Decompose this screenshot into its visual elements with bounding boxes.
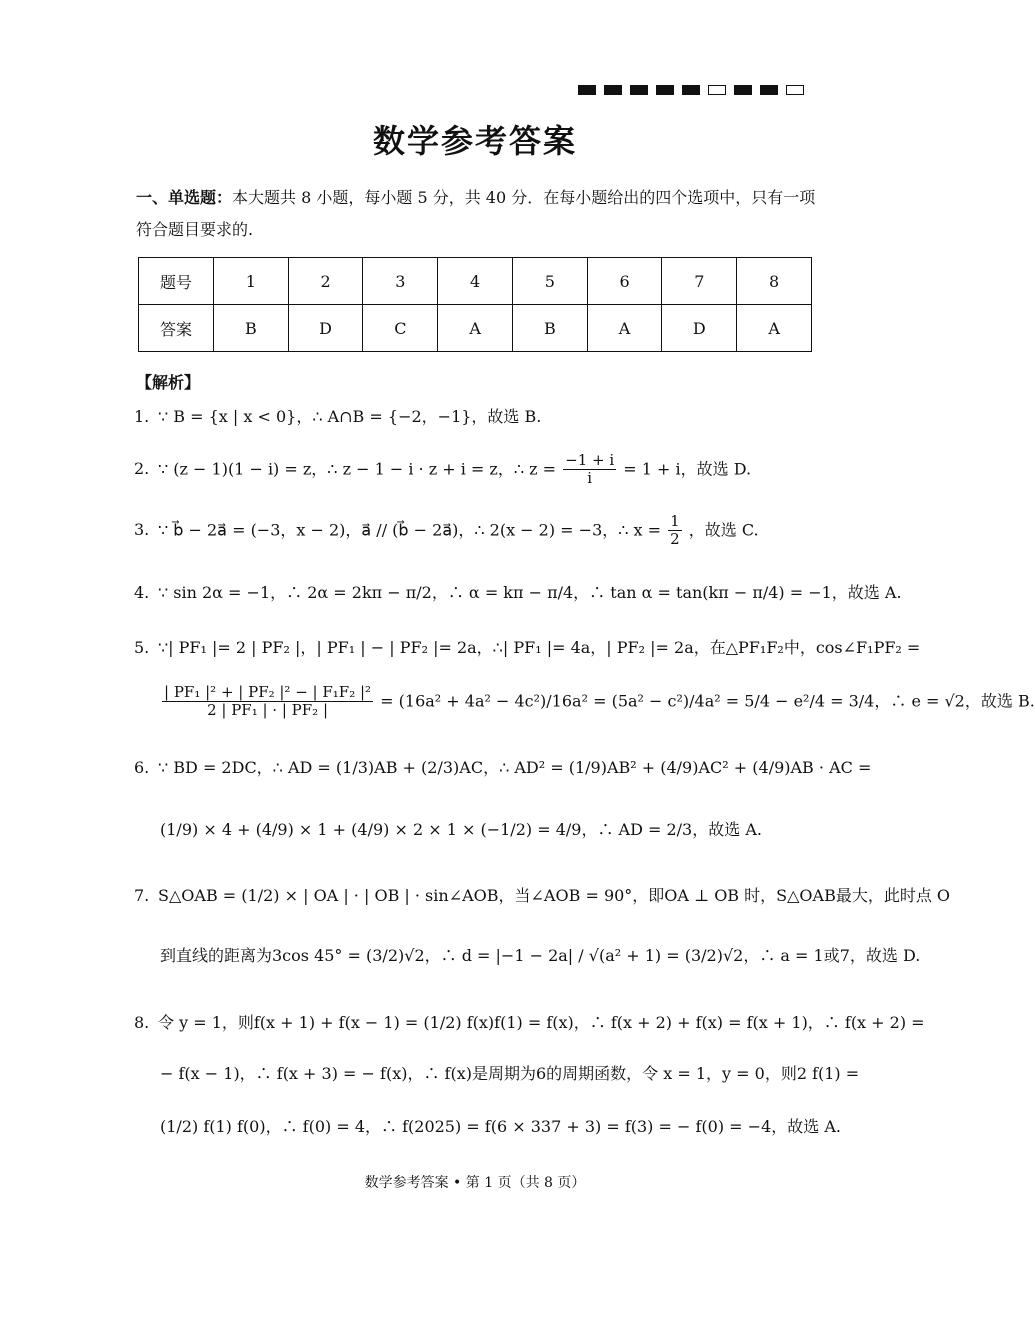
table-row xyxy=(139,258,812,305)
table-cell: 1 xyxy=(213,258,288,305)
header-mark xyxy=(656,85,674,95)
solution-7-cont xyxy=(160,946,920,965)
table-cell: D xyxy=(662,305,737,352)
table-cell: 6 xyxy=(587,258,662,305)
header-mark xyxy=(578,85,596,95)
solution-text: ，故选 C. xyxy=(688,520,759,540)
solution-text: − f(x − 1)，∴ f(x + 3) = − f(x)，∴ f(x)是周期为6的周期函数，令 x = 1，y = 0，则2 f(1) = xyxy=(160,1064,860,1083)
numerator: 1 xyxy=(670,512,680,530)
table-cell: B xyxy=(512,305,587,352)
header-mark xyxy=(682,85,700,95)
solution-5 xyxy=(134,638,920,657)
denominator: i xyxy=(587,469,593,488)
table-row xyxy=(139,305,812,352)
solution-number: 3. xyxy=(134,520,150,540)
solution-text: ∵ sin 2α = −1，∴ 2α = 2kπ − π/2，∴ α = kπ − π/4，∴ tan α = tan(kπ − π/4) = −1，故选 A. xyxy=(158,583,902,602)
table-cell: A xyxy=(587,305,662,352)
solution-number: 4. xyxy=(134,583,150,602)
table-cell: A xyxy=(438,305,513,352)
solution-text: ∵ b⃗ − 2a⃗ = (−3，x − 2)，a⃗ // (b⃗ − 2a⃗)，∴ 2(x − 2) = −3，∴ x = xyxy=(158,520,662,540)
solution-text: (1/9) × 4 + (4/9) × 1 + (4/9) × 2 × 1 × (−1/2) = 4/9，∴ AD = 2/3，故选 A. xyxy=(160,820,762,839)
header-marks xyxy=(578,85,804,95)
solution-6-cont xyxy=(160,820,762,839)
solution-5-cont xyxy=(160,684,1035,720)
header-mark xyxy=(760,85,778,95)
solution-text: S△OAB = (1/2) × | OA | · | OB | · sin∠AOB，当∠AOB = 90°，即OA ⊥ OB 时，S△OAB最大，此时点 O xyxy=(158,886,951,905)
solution-6 xyxy=(134,758,871,777)
page-footer: 数学参考答案 • 第 1 页（共 8 页） xyxy=(364,1175,586,1191)
solution-number: 6. xyxy=(134,758,150,777)
header-mark xyxy=(630,85,648,95)
solution-2 xyxy=(134,452,751,488)
solution-text: = 1 + i，故选 D. xyxy=(623,459,752,479)
solution-text: ∵| PF₁ |= 2 | PF₂ |，| PF₁ | − | PF₂ |= 2a，∴| PF₁ |= 4a，| PF₂ |= 2a，在△PF₁F₂中，cos∠F₁PF₂ = xyxy=(158,638,921,657)
solution-text: 令 y = 1，则f(x + 1) + f(x − 1) = (1/2) f(x)f(1) = f(x)，∴ f(x + 2) + f(x) = f(x + 1)，∴ f(x + 2) = xyxy=(158,1013,925,1032)
table-cell: A xyxy=(737,305,812,352)
solution-8-cont2 xyxy=(160,1117,841,1136)
solution-4 xyxy=(134,583,902,602)
solution-3 xyxy=(134,513,759,549)
section-intro xyxy=(136,182,816,246)
solution-text: (1/2) f(1) f(0)，∴ f(0) = 4，∴ f(2025) = f(6 × 337 + 3) = f(3) = − f(0) = −4，故选 A. xyxy=(160,1117,841,1136)
table-cell: 2 xyxy=(288,258,363,305)
solution-number: 5. xyxy=(134,638,150,657)
solution-text: 到直线的距离为3cos 45° = (3/2)√2，∴ d = |−1 − 2a| / √(a² + 1) = (3/2)√2，∴ a = 1或7，故选 D. xyxy=(160,946,921,965)
page-title: 数学参考答案 xyxy=(372,122,577,160)
table-cell: 8 xyxy=(737,258,812,305)
table-cell: C xyxy=(363,305,438,352)
solution-8-cont xyxy=(160,1064,859,1083)
row-label-answer: 答案 xyxy=(139,305,214,352)
header-mark xyxy=(734,85,752,95)
header-mark xyxy=(786,85,804,95)
solution-text: ∵ (z − 1)(1 − i) = z，∴ z − 1 − i · z + i = z，∴ z = xyxy=(158,459,557,479)
header-mark xyxy=(708,85,726,95)
solution-8 xyxy=(134,1013,925,1032)
solution-1 xyxy=(134,407,541,426)
solution-number: 8. xyxy=(134,1013,150,1032)
row-label-number: 题号 xyxy=(139,258,214,305)
section-text: 本大题共 8 小题，每小题 5 分，共 40 分．在每小题给出的四个选项中，只有一项符合题目要求的. xyxy=(136,188,816,239)
section-label: 一、单选题： xyxy=(136,188,233,207)
denominator: 2 | PF₁ | · | PF₂ | xyxy=(207,701,328,720)
table-cell: D xyxy=(288,305,363,352)
analysis-heading: 【解析】 xyxy=(136,373,201,392)
solution-number: 1. xyxy=(134,407,150,426)
solution-number: 2. xyxy=(134,459,150,479)
solution-text: = (16a² + 4a² − 4c²)/16a² = (5a² − c²)/4a² = 5/4 − e²/4 = 3/4，∴ e = √2，故选 B. xyxy=(380,691,1035,711)
table-cell: 3 xyxy=(363,258,438,305)
numerator: −1 + i xyxy=(565,451,615,469)
table-cell: B xyxy=(213,305,288,352)
answer-table xyxy=(138,257,812,352)
solution-text: ∵ BD = 2DC，∴ AD = (1/3)AB + (2/3)AC，∴ AD² = (1/9)AB² + (4/9)AC² + (4/9)AB · AC = xyxy=(158,758,872,777)
table-cell: 4 xyxy=(438,258,513,305)
table-cell: 5 xyxy=(512,258,587,305)
solution-number: 7. xyxy=(134,886,150,905)
header-mark xyxy=(604,85,622,95)
solution-7 xyxy=(134,886,950,905)
table-cell: 7 xyxy=(662,258,737,305)
fraction xyxy=(668,513,682,549)
fraction xyxy=(563,452,616,488)
solution-text: ∵ B = {x | x < 0}，∴ A∩B = {−2，−1}，故选 B. xyxy=(158,407,542,426)
denominator: 2 xyxy=(670,530,680,549)
fraction xyxy=(162,684,373,720)
numerator: | PF₁ |² + | PF₂ |² − | F₁F₂ |² xyxy=(164,683,372,701)
